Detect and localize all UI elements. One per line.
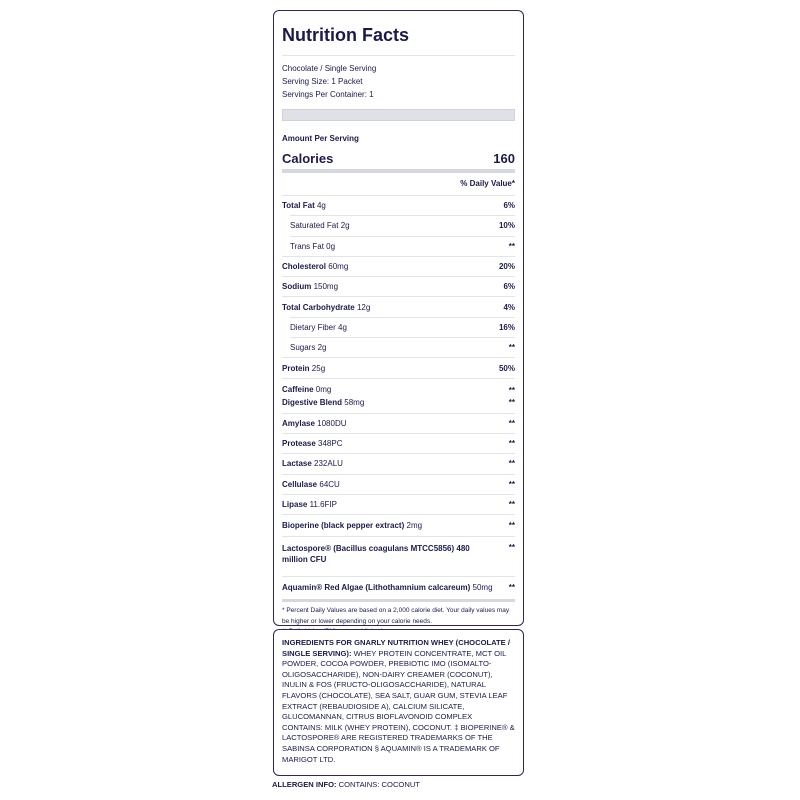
nutrient-row-protein	[282, 357, 515, 377]
servings-per-container: Servings Per Container: 1	[282, 90, 374, 99]
nutrient-row-digestive-blend	[282, 395, 515, 410]
nutrient-name: Lactase	[282, 459, 312, 469]
nutrient-name: Amylase	[282, 418, 315, 428]
nutrient-dv: **	[508, 439, 515, 449]
nutrient-name: Trans Fat	[290, 241, 324, 251]
nutrient-name: Lactospore® (Bacillus coagulans MTCC5856)	[282, 544, 455, 554]
daily-value-header: % Daily Value*	[460, 179, 515, 188]
nutrient-amount: 64CU	[319, 479, 340, 489]
ingredients-text: WHEY PROTEIN CONCENTRATE, MCT OIL POWDER, COCOA POWDER, PREBIOTIC IMO (ISOMALTO-OLIGOSACCHARIDE), NON-DAIRY CREAMER (COCONUT), INULIN & FOS (FRUCTO-OLIGOSACCHARIDE), NATURAL FLAVORS (CHOCOLATE), SEA SALT, GUAR GUM, STEVIA LEAF EXTRACT (REBAUDIOSIDE A), CALCIUM SILICATE, GLUCOMANNAN, CITRUS BIOFLAVONOID COMPLEX CONTAINS: MILK (WHEY PROTEIN), COCONUT. ‡ BIOPERINE® & LACTOSPORE® ARE REGISTERED TRADEMARKS OF THE SABINSA CORPORATION § AQUAMIN® IS A TRADEMARK OF MARIGOT LTD.	[282, 648, 515, 764]
nutrient-dv: **	[508, 385, 515, 395]
nutrient-name: Dietary Fiber	[290, 322, 336, 332]
nutrient-row-bioperine	[282, 514, 515, 536]
nutrient-row-dietary-fiber	[290, 317, 515, 337]
nutrient-row-sodium	[282, 276, 515, 296]
nutrient-row-lactospore	[282, 536, 515, 576]
nutrient-row-lipase	[282, 494, 515, 514]
ingredients-panel	[273, 629, 524, 776]
nutrient-dv: **	[508, 459, 515, 469]
end-divider	[282, 599, 515, 602]
allergen-info	[272, 780, 420, 789]
nutrient-row-amylase	[282, 413, 515, 433]
divider	[282, 55, 515, 56]
nutrition-facts-panel	[273, 10, 524, 626]
nutrient-row-aquamin	[282, 576, 515, 597]
nutrient-row-caffeine	[282, 378, 515, 395]
nutrient-row-protease	[282, 433, 515, 453]
nutrient-amount: 0mg	[315, 384, 332, 394]
serving-size: Serving Size: 1 Packet	[282, 77, 363, 86]
nutrient-dv: 16%	[498, 322, 515, 332]
nutrient-dv: **	[508, 418, 515, 428]
nutrient-dv: **	[508, 397, 515, 407]
nutrient-row-saturated-fat	[290, 215, 515, 235]
nutrient-name: Aquamin® Red Algae (Lithothamnium calcareum)	[282, 582, 471, 592]
nutrition-facts-title: Nutrition Facts	[282, 25, 410, 45]
nutrient-amount: 11.6FIP	[309, 500, 337, 509]
nutrient-amount: 0g	[326, 241, 336, 251]
nutrient-amount: 2mg	[406, 521, 423, 531]
ingredients-heading: INGREDIENTS FOR GNARLY NUTRITION WHEY (CHOCOLATE / SINGLE SERVING):	[282, 638, 510, 658]
nutrient-row-lactase	[282, 453, 515, 473]
nutrient-dv: **	[508, 582, 515, 592]
allergen-text: CONTAINS: COCONUT	[336, 780, 420, 789]
nutrient-row-cellulase	[282, 474, 515, 494]
nutrient-dv: **	[508, 479, 515, 489]
nutrient-name: Cellulase	[282, 479, 318, 489]
nutrient-name: Total Fat	[282, 201, 315, 211]
nutrient-name: Cholesterol	[282, 262, 327, 272]
nutrient-row-total-carbohydrate	[282, 296, 515, 316]
allergen-label: ALLERGEN INFO:	[272, 780, 337, 789]
nutrient-name: Caffeine	[282, 384, 314, 394]
nutrient-name: Total Carbohydrate	[282, 302, 355, 312]
nutrient-amount: 60mg	[328, 262, 349, 272]
calories-value: 160	[493, 150, 515, 166]
nutrient-name: Sugars	[290, 343, 316, 353]
nutrient-amount: 150mg	[313, 282, 339, 292]
nutrient-amount: 480 million CFU	[282, 544, 470, 565]
nutrient-dv: 6%	[503, 201, 515, 211]
nutrient-dv: 50%	[498, 363, 515, 373]
nutrient-amount: 50mg	[472, 582, 493, 592]
nutrient-amount: 2g	[340, 221, 350, 231]
nutrient-amount: 12g	[356, 302, 371, 312]
nutrient-amount: 232ALU	[314, 459, 343, 469]
nutrient-amount: 4g	[316, 201, 326, 211]
nutrient-dv: **	[508, 500, 515, 509]
thick-divider	[282, 109, 515, 121]
nutrient-dv: **	[508, 521, 515, 531]
nutrient-name: Sodium	[282, 282, 312, 292]
nutrient-amount: 25g	[311, 363, 326, 373]
nutrient-row-cholesterol	[282, 256, 515, 276]
flavor-text: Chocolate / Single Serving	[282, 64, 377, 73]
nutrient-amount: 348PC	[318, 439, 343, 449]
nutrient-row-sugars	[290, 337, 515, 357]
nutrient-row-trans-fat	[290, 236, 515, 256]
nutrient-dv: 10%	[498, 221, 515, 231]
nutrient-dv: **	[508, 343, 515, 353]
nutrient-dv: **	[508, 241, 515, 251]
nutrient-name: Lipase	[282, 500, 308, 509]
nutrient-name: Saturated Fat	[290, 221, 339, 231]
footnote-daily-values: * Percent Daily Values are based on a 2,000 calorie diet. Your daily values may be higher or lower depending on your calorie needs.	[282, 607, 510, 625]
nutrient-dv: 6%	[503, 282, 515, 292]
nutrient-name: Protease	[282, 439, 316, 449]
nutrient-amount: 2g	[317, 343, 327, 353]
nutrient-row-total-fat	[282, 195, 515, 215]
calories-row	[282, 149, 515, 167]
calories-label: Calories	[282, 150, 334, 166]
nutrient-name: Digestive Blend	[282, 397, 343, 407]
nutrient-amount: 4g	[338, 322, 347, 332]
nutrient-dv: **	[508, 543, 515, 553]
nutrient-amount: 58mg	[344, 397, 365, 407]
nutrient-amount: 1080DU	[317, 418, 347, 428]
nutrient-name: Bioperine (black pepper extract)	[282, 521, 405, 531]
nutrient-dv: 20%	[498, 262, 515, 272]
nutrient-dv: 4%	[503, 302, 515, 312]
nutrient-name: Protein	[282, 363, 310, 373]
amount-per-serving: Amount Per Serving	[282, 134, 359, 143]
